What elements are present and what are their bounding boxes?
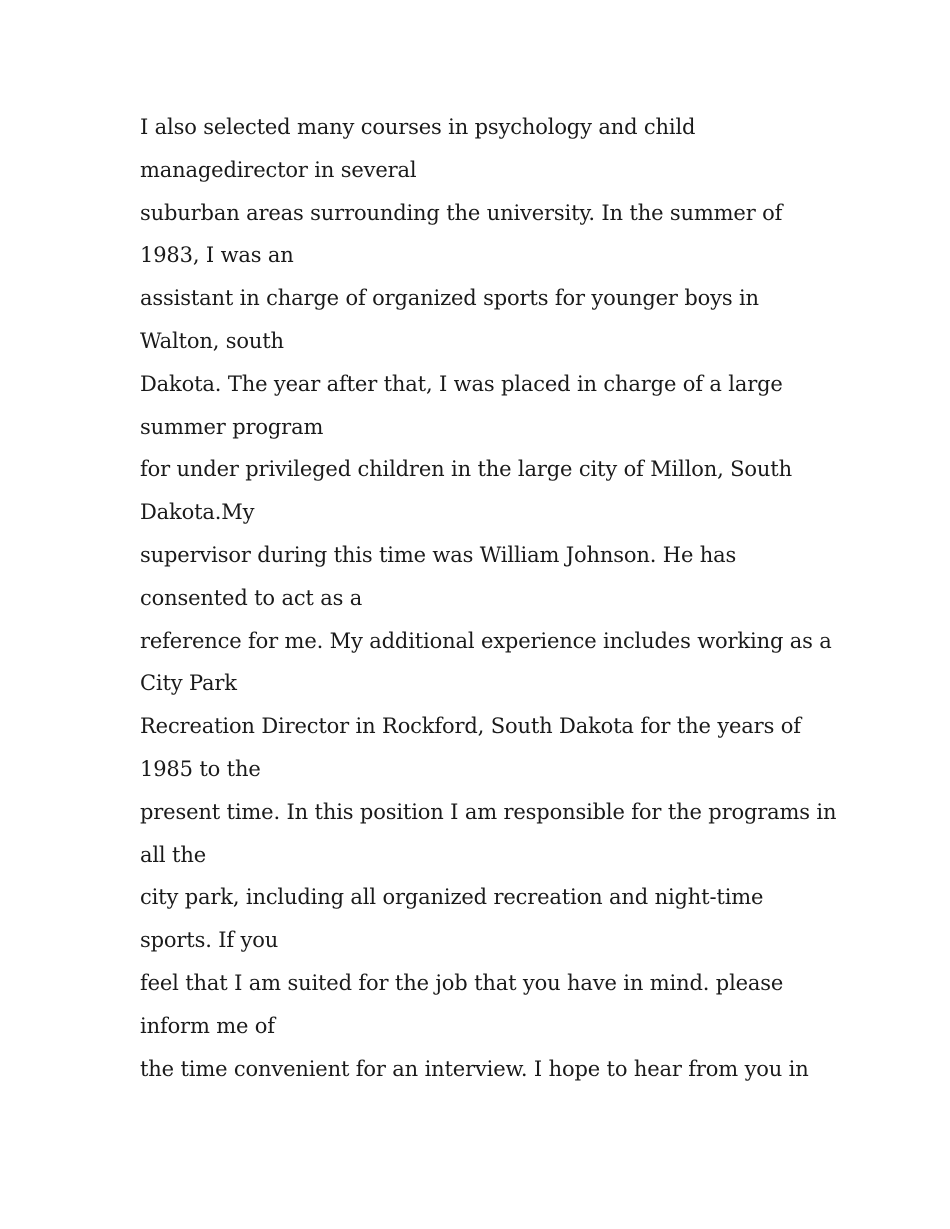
text-line: for under privileged children in the large city of Millon, South	[140, 457, 792, 482]
letter-body	[140, 106, 840, 1090]
text-line: Dakota. The year after that, I was placed in charge of a large	[140, 371, 783, 396]
text-line: Dakota.My	[140, 500, 255, 525]
text-line: Recreation Director in Rockford, South Dakota for the years of	[140, 714, 801, 739]
text-line: summer program	[140, 414, 324, 439]
text-line: all the	[140, 842, 206, 867]
text-line: feel that I am suited for the job that you have in mind. please	[140, 970, 784, 995]
text-line: inform me of	[140, 1013, 275, 1038]
text-line: 1983, I was an	[140, 243, 294, 268]
text-line: city park, including all organized recreation and night-time	[140, 885, 764, 910]
text-line: assistant in charge of organized sports for younger boys in	[140, 286, 759, 311]
text-line: Walton, south	[140, 328, 284, 353]
text-line: sports. If you	[140, 928, 279, 953]
text-line: I also selected many courses in psychology and child	[140, 115, 696, 139]
text-line: the time convenient for an interview. I hope to hear from you in	[140, 1056, 809, 1081]
text-line: present time. In this position I am responsible for the programs in	[140, 799, 837, 824]
text-line: consented to act as a	[140, 585, 363, 610]
text-line: City Park	[140, 671, 237, 696]
text-line: reference for me. My additional experience includes working as a	[140, 628, 832, 653]
text-line: suburban areas surrounding the university. In the summer of	[140, 200, 783, 225]
text-line: 1985 to the	[140, 756, 261, 781]
text-line: supervisor during this time was William Johnson. He has	[140, 542, 737, 567]
text-line: managedirector in several	[140, 157, 417, 182]
